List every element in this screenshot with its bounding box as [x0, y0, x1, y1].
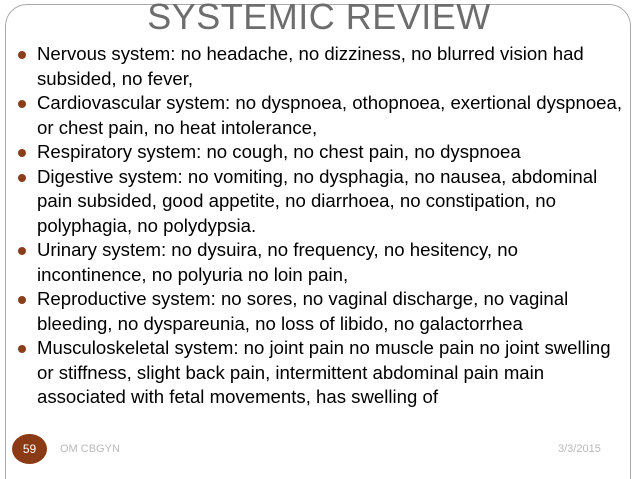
bullet-digestive-system [16, 165, 628, 239]
bullet-dot-icon [18, 100, 26, 108]
bullet-cardiovascular-system [16, 91, 628, 140]
bullet-reproductive-system [16, 287, 628, 336]
bullet-musculoskeletal-system [16, 336, 628, 410]
slide-title: SYSTEMIC REVIEW [147, 0, 491, 37]
bullet-dot-icon [18, 174, 26, 182]
bullet-text: Cardiovascular system: no dyspnoea, othopnoea, exertional dyspnoea, or chest pain, no heat intolerance, [37, 92, 623, 138]
bullet-dot-icon [18, 345, 26, 353]
bullet-text: Reproductive system: no sores, no vaginal discharge, no vaginal bleeding, no dyspareunia, no loss of libido, no galactorrhea [37, 288, 569, 334]
bullet-respiratory-system [16, 140, 628, 165]
footer-author: OM CBGYN [60, 443, 120, 455]
bullet-text: Musculoskeletal system: no joint pain no muscle pain no joint swelling or stiffness, slight back pain, intermittent abdominal pain main associated with fetal movements, has swelling of [37, 337, 611, 407]
bullet-list [16, 42, 628, 410]
page-number-badge: 59 [12, 434, 47, 464]
bullet-text: Respiratory system: no cough, no chest pain, no dyspnoea [37, 141, 521, 162]
bullet-nervous-system [16, 42, 628, 91]
bullet-dot-icon [18, 247, 26, 255]
bullet-text: Nervous system: no headache, no dizziness, no blurred vision had subsided, no fever, [37, 43, 584, 89]
bullet-urinary-system [16, 238, 628, 287]
bullet-text: Digestive system: no vomiting, no dysphagia, no nausea, abdominal pain subsided, good appetite, no diarrhoea, no constipation, no polyphagia, no polydypsia. [37, 165, 598, 236]
footer-date: 3/3/2015 [558, 443, 601, 455]
bullet-dot-icon [18, 296, 26, 304]
bullet-dot-icon [18, 51, 26, 59]
bullet-dot-icon [18, 149, 26, 157]
bullet-text: Urinary system: no dysuira, no frequency, no hesitency, no incontinence, no polyuria no loin pain, [37, 239, 518, 285]
